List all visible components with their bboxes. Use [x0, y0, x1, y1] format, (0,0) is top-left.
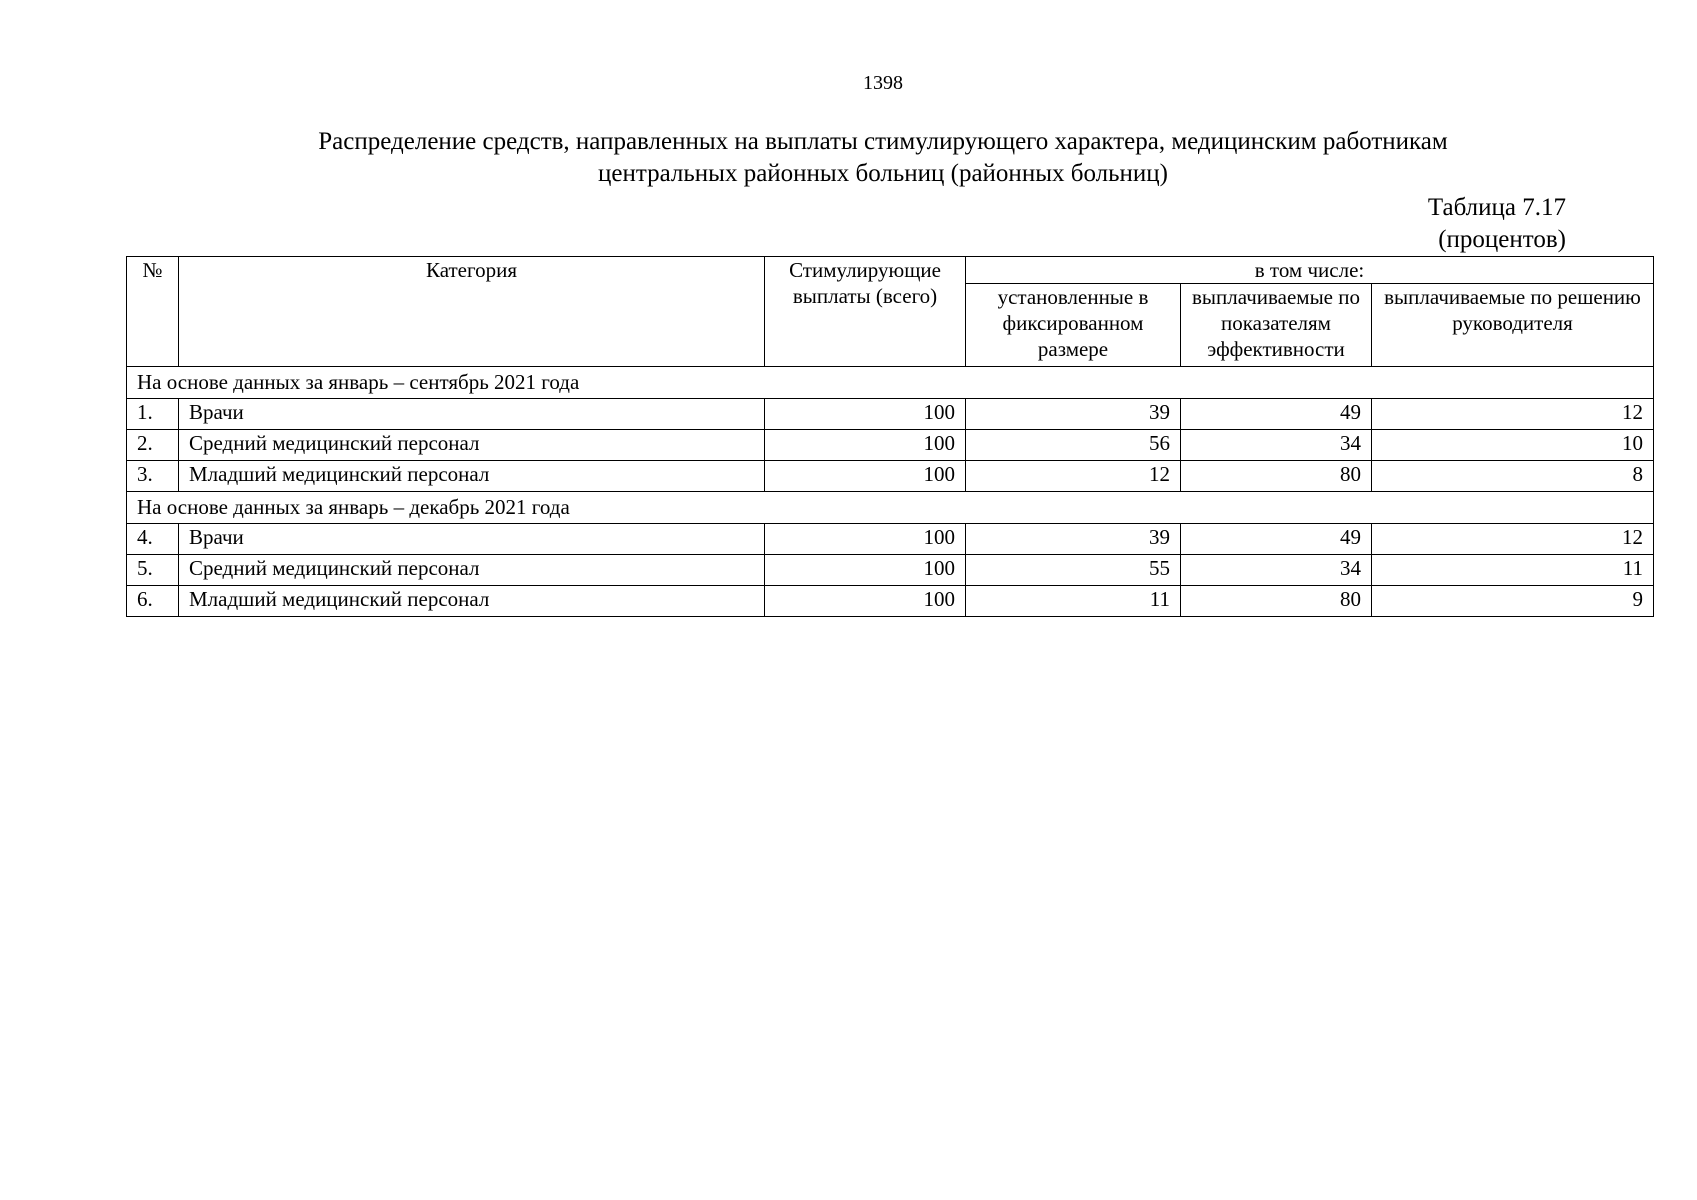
table-row: [127, 461, 1654, 492]
row-fixed: 39: [966, 524, 1181, 555]
row-manager: 8: [1372, 461, 1654, 492]
row-num: 5.: [127, 555, 179, 586]
row-fixed: 39: [966, 399, 1181, 430]
row-manager: 10: [1372, 430, 1654, 461]
table-caption: [1428, 192, 1566, 256]
header-num: №: [127, 257, 179, 367]
row-performance: 34: [1181, 430, 1372, 461]
table-units: (процентов): [1438, 226, 1566, 253]
row-total: 100: [765, 555, 966, 586]
table-number: Таблица 7.17: [1427, 194, 1566, 221]
row-fixed: 11: [966, 586, 1181, 617]
row-performance: 34: [1181, 555, 1372, 586]
section-label: На основе данных за январь – сентябрь 2021 года: [127, 367, 1654, 399]
table-row: [127, 399, 1654, 430]
row-total: 100: [765, 524, 966, 555]
header-fixed: установленные в фиксированном размере: [966, 284, 1181, 367]
row-category: Младший медицинский персонал: [179, 461, 765, 492]
row-category: Врачи: [179, 399, 765, 430]
row-manager: 11: [1372, 555, 1654, 586]
row-manager: 9: [1372, 586, 1654, 617]
row-performance: 80: [1181, 461, 1372, 492]
header-total: Стимулирующие выплаты (всего): [765, 257, 966, 367]
row-num: 3.: [127, 461, 179, 492]
section-label: На основе данных за январь – декабрь 2021 года: [127, 492, 1654, 524]
row-num: 4.: [127, 524, 179, 555]
table-row: [127, 524, 1654, 555]
row-total: 100: [765, 399, 966, 430]
row-category: Младший медицинский персонал: [179, 586, 765, 617]
section-row: [127, 492, 1654, 524]
row-total: 100: [765, 461, 966, 492]
row-manager: 12: [1372, 399, 1654, 430]
row-total: 100: [765, 586, 966, 617]
header-including: в том числе:: [966, 257, 1654, 284]
header-category: Категория: [179, 257, 765, 367]
title-line-2: центральных районных больниц (районных больниц): [598, 160, 1168, 187]
row-fixed: 12: [966, 461, 1181, 492]
row-performance: 49: [1181, 524, 1372, 555]
row-category: Врачи: [179, 524, 765, 555]
row-fixed: 56: [966, 430, 1181, 461]
row-num: 6.: [127, 586, 179, 617]
table-row: [127, 430, 1654, 461]
title-line-1: Распределение средств, направленных на выплаты стимулирующего характера, медицинским работникам: [318, 128, 1448, 155]
row-manager: 12: [1372, 524, 1654, 555]
page-number: 1398: [863, 72, 903, 94]
row-category: Средний медицинский персонал: [179, 430, 765, 461]
table-row: [127, 586, 1654, 617]
row-num: 2.: [127, 430, 179, 461]
stimulating-payments-table: [126, 256, 1654, 617]
row-performance: 49: [1181, 399, 1372, 430]
row-total: 100: [765, 430, 966, 461]
table-row: [127, 555, 1654, 586]
row-num: 1.: [127, 399, 179, 430]
row-category: Средний медицинский персонал: [179, 555, 765, 586]
row-performance: 80: [1181, 586, 1372, 617]
section-row: [127, 367, 1654, 399]
row-fixed: 55: [966, 555, 1181, 586]
header-manager: выплачиваемые по решению руководителя: [1372, 284, 1654, 367]
document-title: [0, 126, 1697, 190]
header-performance: выплачиваемые по показателям эффективности: [1181, 284, 1372, 367]
